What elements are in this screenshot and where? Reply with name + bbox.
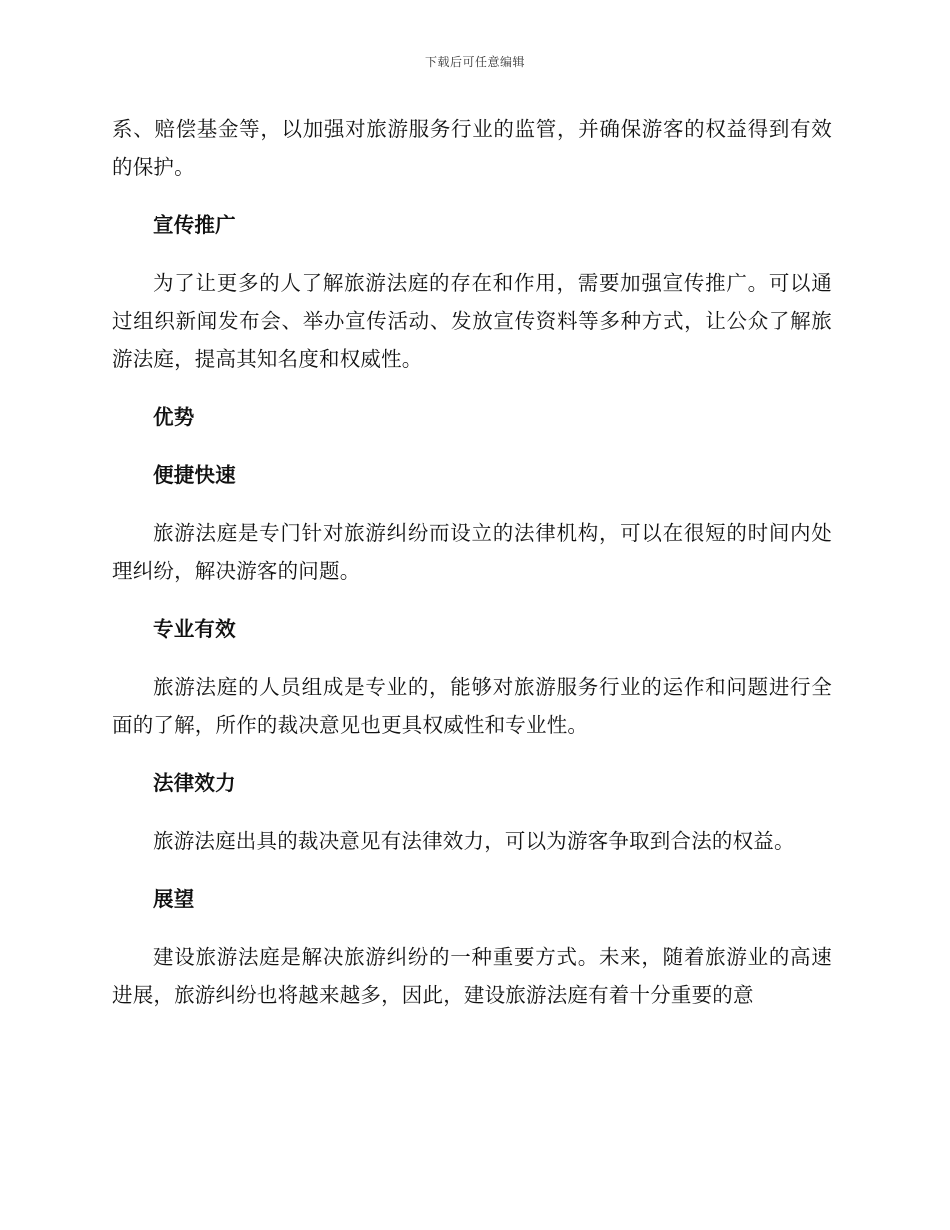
page-header: 下载后可任意编辑 <box>424 55 525 69</box>
document-body <box>112 110 832 1014</box>
paragraph-convenient-fast: 旅游法庭是专门针对旅游纠纷而设立的法律机构，可以在很短的时间内处理纠纷，解决游客的问题。 <box>112 521 832 583</box>
paragraph-professional-effective: 旅游法庭的人员组成是专业的，能够对旅游服务行业的运作和问题进行全面的了解，所作的裁决意见也更具权威性和专业性。 <box>112 675 832 737</box>
heading-legal-effect: 法律效力 <box>153 771 236 795</box>
paragraph-outlook: 建设旅游法庭是解决旅游纠纷的一种重要方式。未来，随着旅游业的高速进展，旅游纠纷也将越来越多，因此，建设旅游法庭有着十分重要的意 <box>112 945 832 1007</box>
paragraph-legal-effect: 旅游法庭出具的裁决意见有法律效力，可以为游客争取到合法的权益。 <box>153 829 795 853</box>
heading-professional-effective: 专业有效 <box>153 617 236 641</box>
heading-outlook: 展望 <box>153 887 195 911</box>
paragraph-publicity: 为了让更多的人了解旅游法庭的存在和作用，需要加强宣传推广。可以通过组织新闻发布会、举办宣传活动、发放宣传资料等多种方式，让公众了解旅游法庭，提高其知名度和权威性。 <box>112 271 832 371</box>
heading-publicity: 宣传推广 <box>153 213 236 237</box>
heading-advantages: 优势 <box>153 405 195 429</box>
heading-convenient-fast: 便捷快速 <box>153 463 236 487</box>
paragraph-continuation: 系、赔偿基金等，以加强对旅游服务行业的监管，并确保游客的权益得到有效的保护。 <box>112 117 832 179</box>
